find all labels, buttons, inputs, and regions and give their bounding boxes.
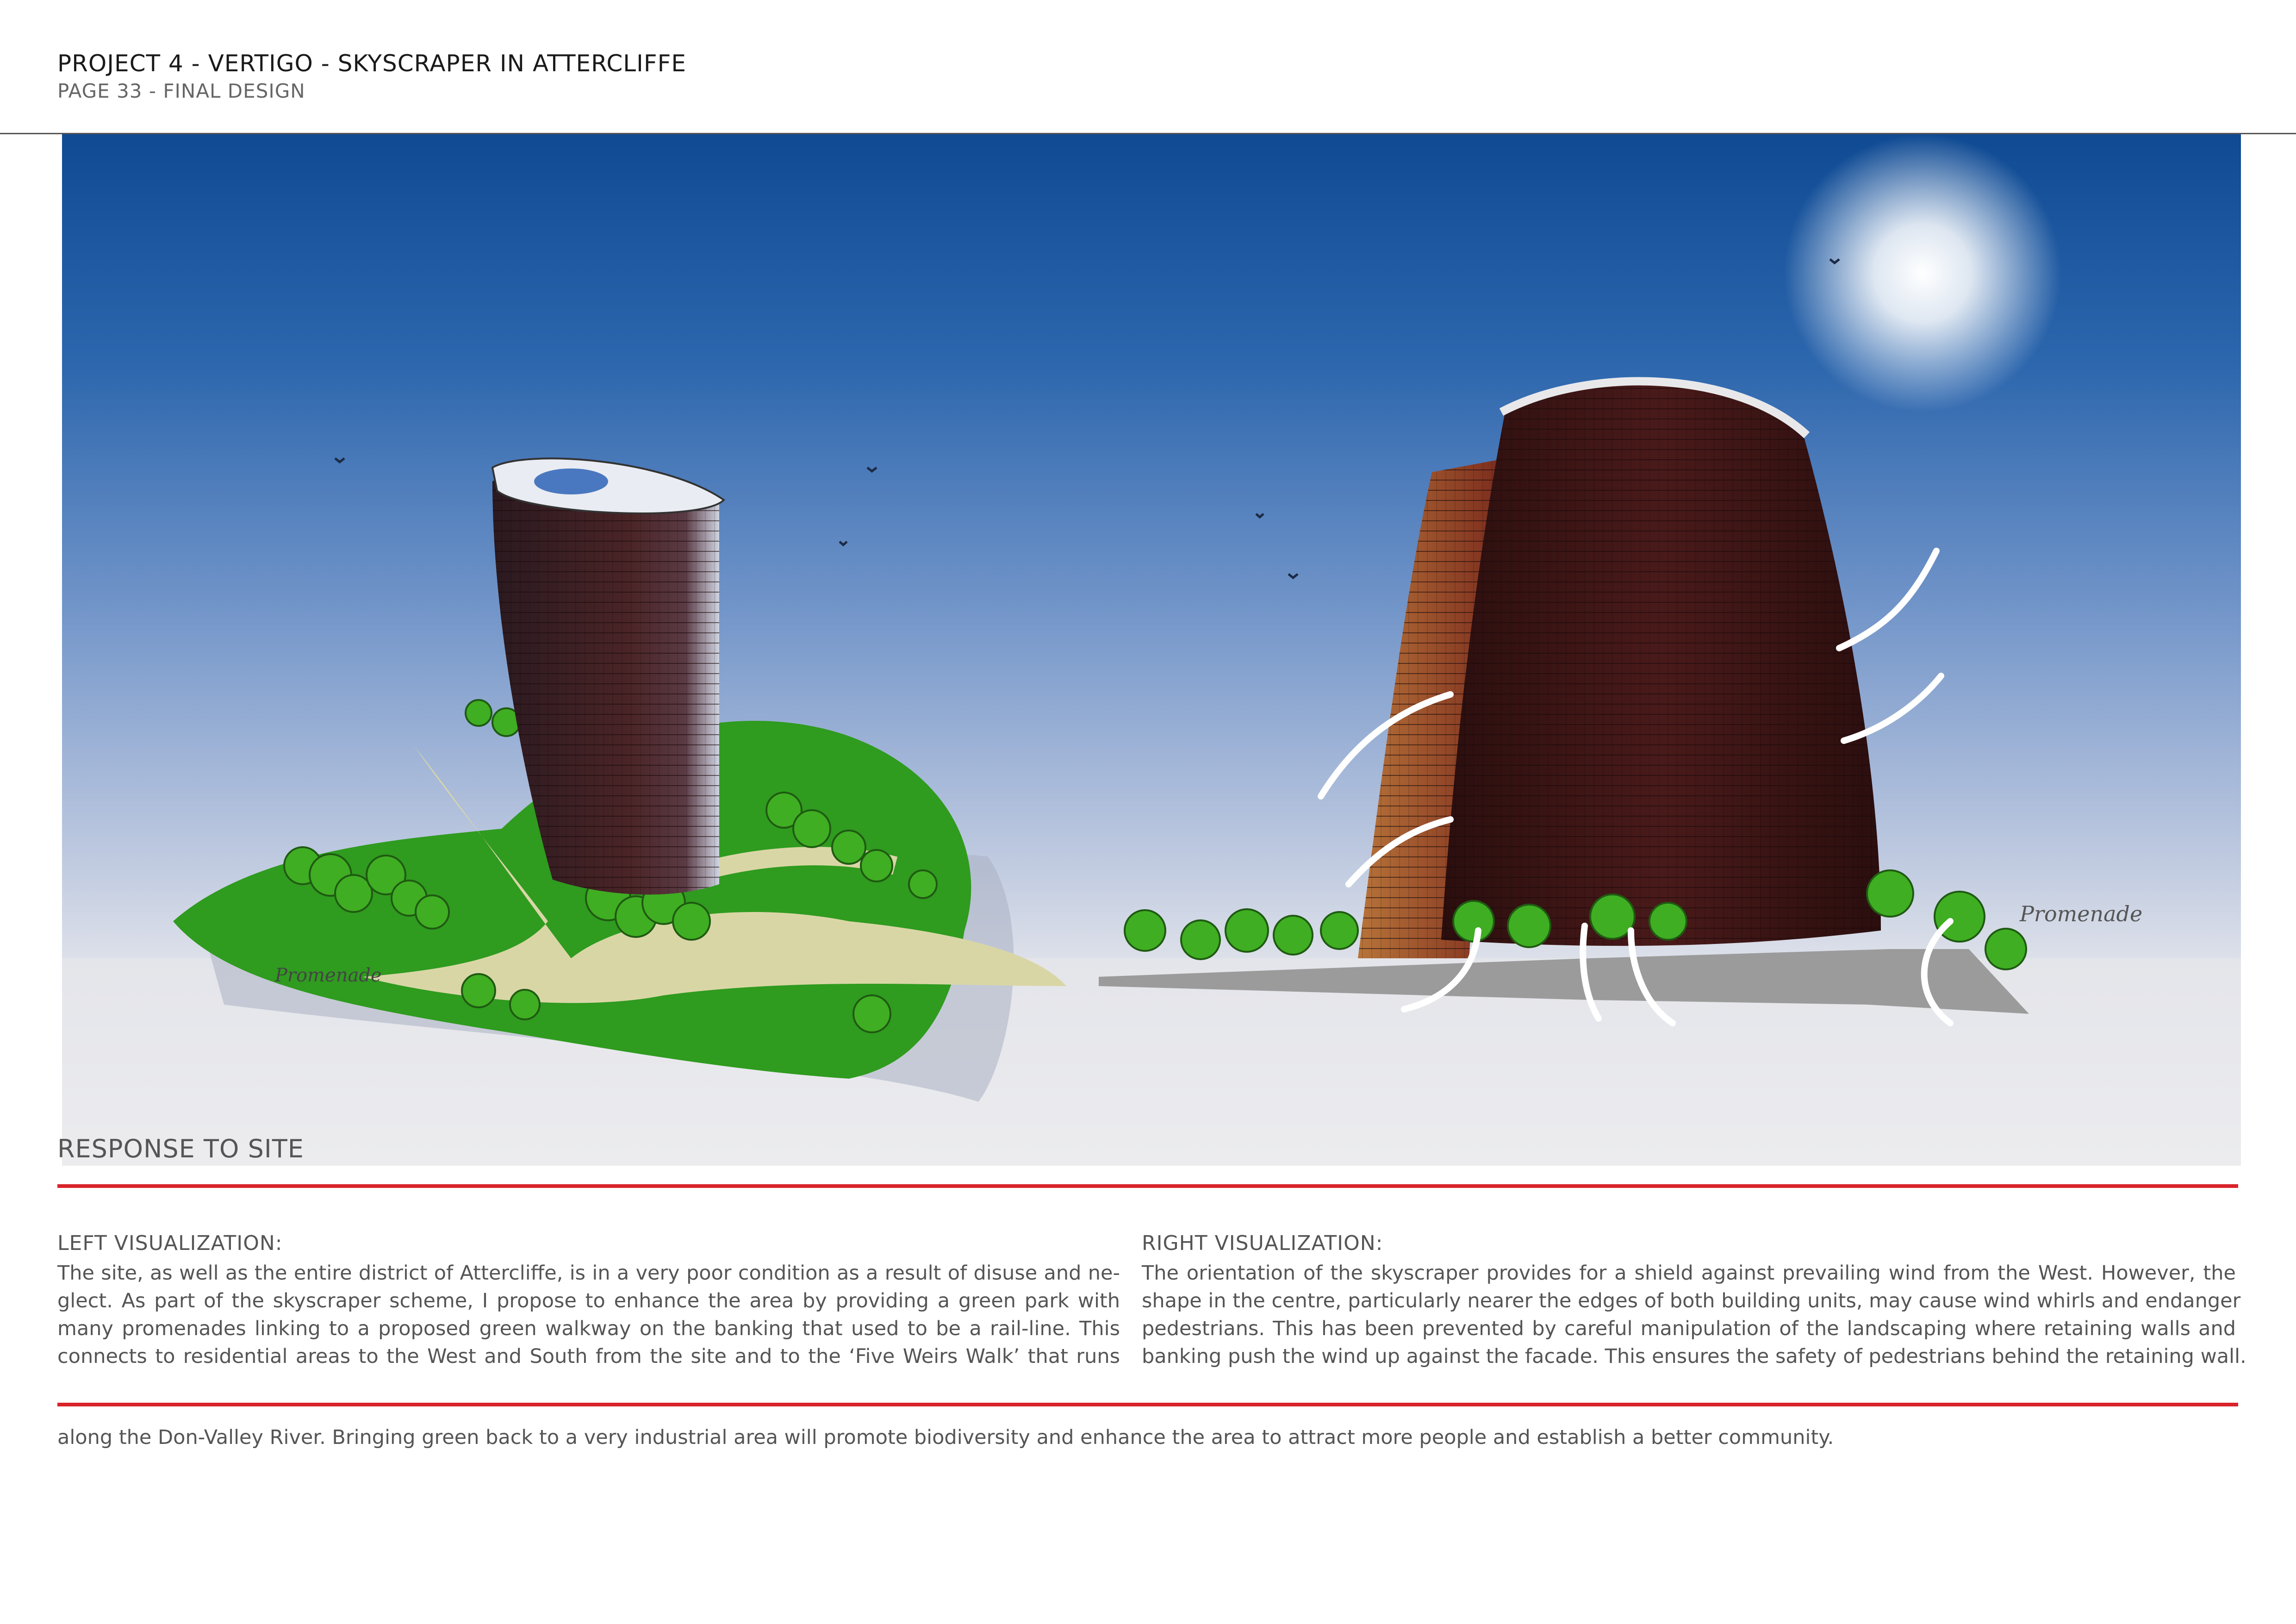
sun — [1784, 134, 2061, 412]
continuation-text: along the Don-Valley River. Bringing green back to a very industrial area will promote biodiversity and enhance the area to attract more people and establish a better community. — [57, 1426, 1834, 1449]
section-label: RESPONSE TO SITE — [57, 1134, 304, 1163]
left-promenade-label: Promenade — [275, 965, 382, 986]
red-divider-bottom — [57, 1403, 2238, 1406]
left-visualization — [173, 458, 1066, 1102]
right-column-text — [1142, 1259, 2246, 1370]
right-visualization — [1099, 381, 2142, 1023]
right-line-3: pedestrians. This has been prevented by careful manipulation of the landscaping where retaining walls and — [1142, 1317, 2236, 1340]
left-line-4: connects to residential areas to the West and South from the site and to the ‘Five Weirs Walk’ that runs — [57, 1345, 1120, 1368]
right-line-2: shape in the centre, particularly nearer the edges of both building units, may cause wind whirls and endanger — [1142, 1289, 2241, 1312]
right-line-1: The orientation of the skyscraper provides for a shield against prevailing wind from the West. However, the — [1142, 1262, 2236, 1285]
left-line-3: many promenades linking to a proposed green walkway on the banking that used to be a rail-line. This — [57, 1317, 1120, 1340]
visualization-illustration — [62, 134, 2241, 1166]
page-subtitle: PAGE 33 - FINAL DESIGN — [57, 80, 305, 102]
right-column-heading: RIGHT VISUALIZATION: — [1142, 1231, 1383, 1255]
left-line-1: The site, as well as the entire district of Attercliffe, is in a very poor condition as a result of disuse and ne- — [57, 1262, 1120, 1285]
left-column-heading: LEFT VISUALIZATION: — [57, 1231, 283, 1255]
right-line-4: banking push the wind up against the facade. This ensures the safety of pedestrians behind the retaining wall. — [1142, 1345, 2246, 1368]
right-promenade-label: Promenade — [2020, 901, 2143, 926]
left-column-text — [57, 1259, 1120, 1370]
page-title: PROJECT 4 - VERTIGO - SKYSCRAPER IN ATTERCLIFFE — [57, 50, 686, 77]
visualization-panel — [62, 134, 2241, 1166]
red-divider-top — [57, 1184, 2238, 1188]
left-line-2: glect. As part of the skyscraper scheme, I propose to enhance the area by providing a green park with — [57, 1289, 1120, 1312]
